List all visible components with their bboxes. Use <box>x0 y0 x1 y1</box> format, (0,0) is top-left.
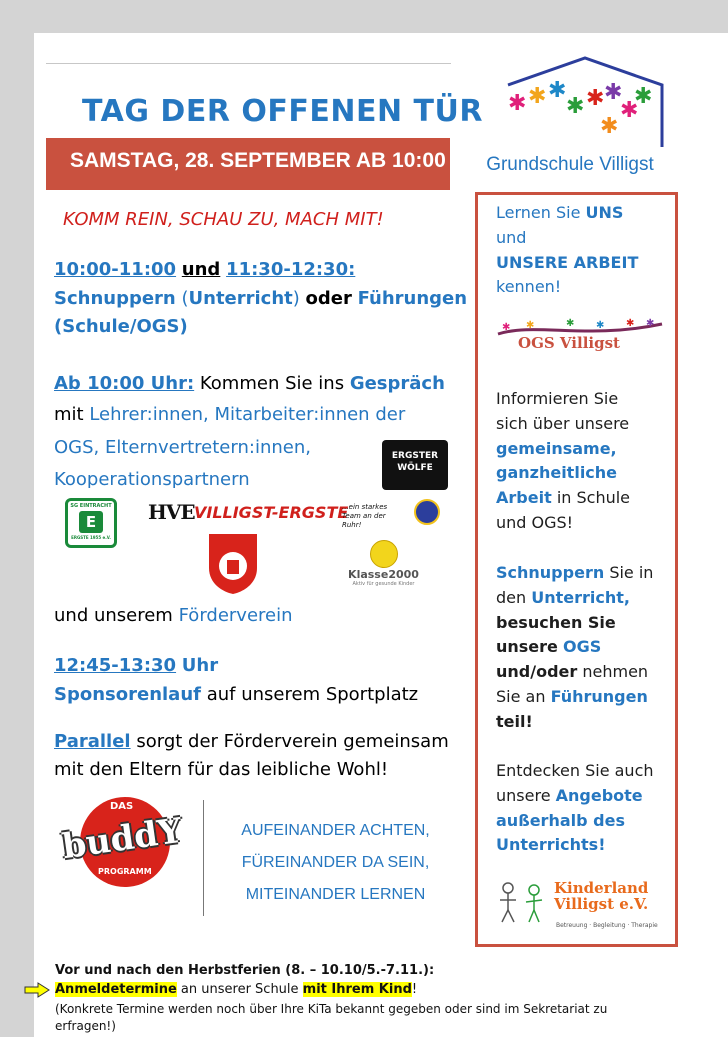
sb-und-ogs: und OGS! <box>496 512 574 532</box>
foerderverein-sorgt-text: sorgt der Förderverein gemeinsam <box>136 731 449 752</box>
kinderland-text: Kinderland Villigst e.V. <box>554 879 649 913</box>
club-badge-icon <box>414 499 440 525</box>
ogs-text: OGS Villigst <box>518 334 620 352</box>
sidebar-content-2 <box>496 387 674 536</box>
top-divider <box>46 63 451 64</box>
sb-unsere-2: unsere <box>496 785 551 805</box>
an-schule-text: an unserer Schule <box>180 982 299 997</box>
sponsorenlauf-text: Sponsorenlauf <box>54 684 201 705</box>
time-slot-4: 12:45-13:30 <box>54 655 177 676</box>
ogs-logo <box>496 318 664 354</box>
starkes-team-text: ...ein starkes Team an der Ruhr! <box>342 503 388 529</box>
svg-text:✱: ✱ <box>508 91 527 116</box>
oder-text: oder <box>305 288 352 309</box>
svg-text:✱: ✱ <box>626 318 635 329</box>
gespraech-text: Gespräch <box>349 373 445 394</box>
svg-text:✱: ✱ <box>502 322 511 333</box>
time-slot-3: Ab 10:00 Uhr: <box>54 373 195 394</box>
buddy-logo <box>59 793 185 893</box>
date-banner-text: SAMSTAG, 28. SEPTEMBER AB 10:00 <box>70 149 446 172</box>
klasse2000-text: Klasse2000 <box>348 568 419 581</box>
svg-text:✱: ✱ <box>548 78 567 103</box>
mit-kind-text: mit Ihrem Kind <box>302 982 412 997</box>
buddy-programm-text: PROGRAMM <box>98 867 152 876</box>
villigst-ergste-logo: VILLIGST-ERGSTE <box>194 503 349 522</box>
kinderland-children-icon <box>496 880 550 924</box>
svg-text:✱: ✱ <box>634 84 653 109</box>
sidebar-content-3 <box>496 561 674 735</box>
footer-line-2 <box>55 981 417 999</box>
parallel-text: Parallel <box>54 731 131 752</box>
motto-line-1: AUFEINANDER ACHTEN, <box>241 822 430 839</box>
block1-line3: (Schule/OGS) <box>54 316 188 337</box>
school-name: Grundschule Villigst <box>486 154 654 175</box>
smiley-icon <box>370 540 398 568</box>
schnuppern-text: Schnuppern <box>54 288 176 309</box>
time-slot-2: 11:30-12:30: <box>226 259 356 280</box>
eintracht-e-icon: E <box>79 511 103 533</box>
block1-line2 <box>54 285 467 313</box>
svg-text:✱: ✱ <box>528 84 547 109</box>
footer-line-4: erfragen!) <box>55 1019 116 1033</box>
hve-logo: HVE <box>148 500 195 524</box>
sb-und-oder: und/oder <box>496 662 578 682</box>
klasse2000-sub-text: Aktiv für gesunde Kinder <box>352 581 415 587</box>
sb-informieren: Informieren Sie <box>496 389 619 408</box>
motto-line-2: FÜREINANDER DA SEIN, <box>241 854 430 871</box>
sb-schnuppern: Schnuppern <box>496 563 605 582</box>
sb-angebote: Angebote <box>555 785 643 805</box>
ogs-text: OGS <box>54 437 94 458</box>
sb-teil: teil! <box>496 711 533 731</box>
mit-text: mit <box>54 404 84 425</box>
unserem-text: und unserem <box>54 605 173 626</box>
footer <box>55 962 434 980</box>
svg-text:✱: ✱ <box>604 80 623 105</box>
sb-nehmen: nehmen <box>582 662 649 682</box>
buddy-das-text: DAS <box>110 801 134 812</box>
klasse2000-logo <box>346 540 421 596</box>
paren-close: ) <box>292 288 300 309</box>
block3-line2 <box>54 681 418 709</box>
sb-den: den <box>496 587 527 607</box>
block4-line1 <box>54 728 449 756</box>
eintracht-logo <box>65 498 117 548</box>
sb-ueber: sich über unsere <box>496 413 630 433</box>
sb-entdecken: Entdecken Sie auch <box>496 761 654 780</box>
svg-text:✱: ✱ <box>596 320 605 331</box>
sb-unsere-arbeit: UNSERE ARBEIT <box>496 252 639 272</box>
tagline: KOMM REIN, SCHAU ZU, MACH MIT! <box>63 209 384 230</box>
arrow-right-icon <box>24 982 50 998</box>
sb-kennen: kennen! <box>496 277 562 297</box>
sb-sie-an: Sie an <box>496 686 546 706</box>
sb-unterrichts: Unterrichts! <box>496 835 606 855</box>
svg-text:✱: ✱ <box>620 98 639 123</box>
sidebar-content <box>496 201 674 300</box>
block2-line4: Kooperationspartnern <box>54 469 250 488</box>
kinderland-sub-text: Betreuung · Begleitung · Therapie <box>556 922 658 929</box>
fuehrungen-text: Führungen <box>357 288 468 309</box>
paren-open: ( <box>181 288 189 309</box>
ergster-woelfe-logo <box>382 440 448 490</box>
sb-lernen: Lernen Sie <box>496 203 581 222</box>
foerderverein-text: Förderverein <box>178 605 293 626</box>
sb-unsere: unsere <box>496 637 558 657</box>
motto <box>228 815 443 911</box>
svg-text:✱: ✱ <box>566 318 575 329</box>
quote-divider <box>203 800 204 916</box>
block2-line3 <box>54 434 311 462</box>
page-title: TAG DER OFFENEN TÜR <box>82 94 483 129</box>
kinderland-logo <box>496 878 668 932</box>
svg-text:✱: ✱ <box>600 114 619 139</box>
unterricht-text: Unterricht <box>188 288 293 309</box>
sb-uns: UNS <box>585 203 624 222</box>
block2-line2 <box>54 401 405 429</box>
footer-line-1: Vor und nach den Herbstferien (8. – 10.10/5.-7.11.): <box>55 963 435 978</box>
eltern-text: , Elternvertretern:innen, <box>93 437 311 458</box>
sb-in-schule: in Schule <box>556 488 631 508</box>
ergster-woelfe-text: ERGSTER WÖLFE <box>391 451 439 473</box>
lehrer-text: Lehrer:innen, Mitarbeiter:innen der <box>89 404 406 425</box>
motto-line-3: MITEINANDER LERNEN <box>245 886 426 903</box>
eintracht-bottom-text: ERGSTE 1955 e.V. <box>71 535 111 540</box>
buddy-text: buddY <box>59 810 185 868</box>
sb-besuchen: besuchen Sie <box>496 612 616 632</box>
sportplatz-text: auf unserem Sportplatz <box>206 684 419 705</box>
block1-line1 <box>54 256 355 284</box>
sb-fuehrungen: Führungen <box>550 686 648 706</box>
block2-line5 <box>54 602 293 630</box>
svg-text:✱: ✱ <box>526 320 535 331</box>
block2-line1 <box>54 370 445 398</box>
and-word: und <box>181 259 221 280</box>
uhr-text: Uhr <box>181 655 219 676</box>
shield-logo-icon <box>205 530 261 596</box>
footer-note <box>55 1001 607 1035</box>
sb-ausserhalb: außerhalb des <box>496 810 625 830</box>
eintracht-top-text: SG EINTRACHT <box>70 503 112 509</box>
school-logo-icon <box>500 55 670 150</box>
sidebar-content-4 <box>496 759 674 858</box>
svg-text:✱: ✱ <box>566 94 585 119</box>
block3-line1 <box>54 652 218 680</box>
sb-arbeit: Arbeit <box>496 488 552 508</box>
svg-text:✱: ✱ <box>586 86 605 111</box>
footer-line-3: (Konkrete Termine werden noch über Ihre KiTa bekannt gegeben oder sind im Sekretariat zu <box>55 1002 608 1016</box>
kommen-text: Kommen Sie ins <box>199 373 345 394</box>
exclaim-text: ! <box>411 982 418 997</box>
sb-sie-in: Sie in <box>609 563 654 582</box>
sb-ogs: OGS <box>563 637 602 657</box>
block4-line2: mit den Eltern für das leibliche Wohl! <box>54 759 389 780</box>
sb-unterricht: Unterricht, <box>531 587 630 607</box>
sb-und: und <box>496 227 527 247</box>
sb-ganzheitliche: ganzheitliche <box>496 463 618 483</box>
anmeldetermine-text: Anmeldetermine <box>55 982 177 997</box>
sb-gemeinsame: gemeinsame, <box>496 438 617 458</box>
time-slot-1: 10:00-11:00 <box>54 259 177 280</box>
svg-text:✱: ✱ <box>646 318 655 329</box>
